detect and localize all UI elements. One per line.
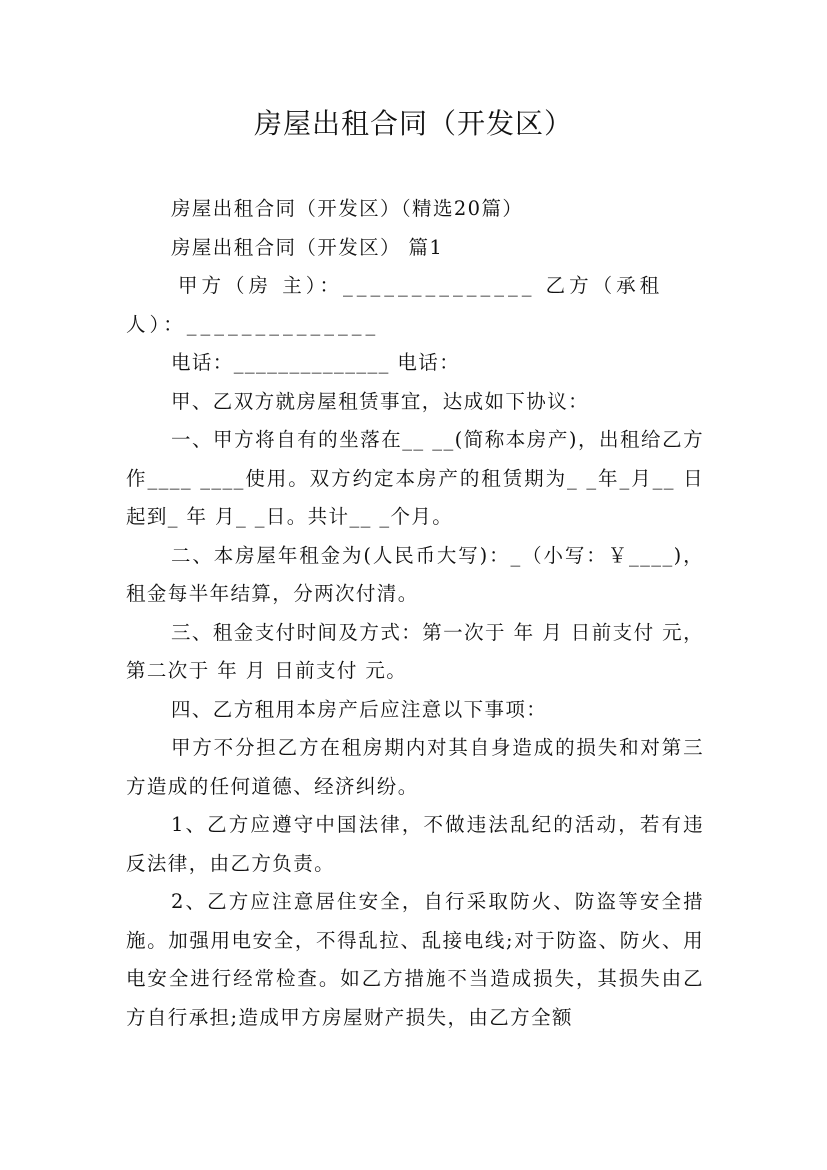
paragraph-clause-2: 二、本房屋年租金为(人民币大写)：_（小写：￥____)，租金每半年结算，分两次付清。 — [126, 543, 704, 605]
paragraph-clause-4-note: 甲方不分担乙方在租房期内对其自身造成的损失和对第三方造成的任何道德、经济纠纷。 — [126, 736, 704, 798]
paragraph-clause-3: 三、租金支付时间及方式：第一次于 年 月 日前支付 元，第二次于 年 月 日前支付 元。 — [126, 620, 704, 682]
paragraph-phone: 电话：______________ 电话： — [171, 351, 461, 374]
paragraph-section-heading: 房屋出租合同（开发区） 篇1 — [171, 235, 444, 259]
document-body — [126, 190, 704, 1037]
paragraph-subtitle: 房屋出租合同（开发区）（精选20篇） — [171, 197, 524, 220]
paragraph-parties: 甲方（房 主）：______________ 乙方（承租人）：______________ — [126, 274, 664, 336]
paragraph-clause-4-item-2: 2、乙方应注意居住安全，自行采取防火、防盗等安全措施。加强用电安全，不得乱拉、乱接电线;对于防盗、防火、用电安全进行经常检查。如乙方措施不当造成损失，其损失由乙方自行承担;造成甲方房屋财产损失，由乙方全额 — [126, 890, 704, 1029]
document-title: 房屋出租合同（开发区） — [253, 107, 573, 140]
paragraph-agreement-intro: 甲、乙双方就房屋租赁事宜，达成如下协议： — [171, 389, 590, 413]
paragraph-clause-1: 一、甲方将自有的坐落在__ __(简称本房产)，出租给乙方作____ ____使用。双方约定本房产的租赁期为_ _年_月__ 日起到_ 年 月_ _日。共计__ _个月。 — [126, 428, 704, 528]
paragraph-clause-4-item-1: 1、乙方应遵守中国法律，不做违法乱纪的活动，若有违反法律，由乙方负责。 — [126, 813, 704, 875]
paragraph-clause-4: 四、乙方租用本房产后应注意以下事项： — [171, 697, 548, 721]
